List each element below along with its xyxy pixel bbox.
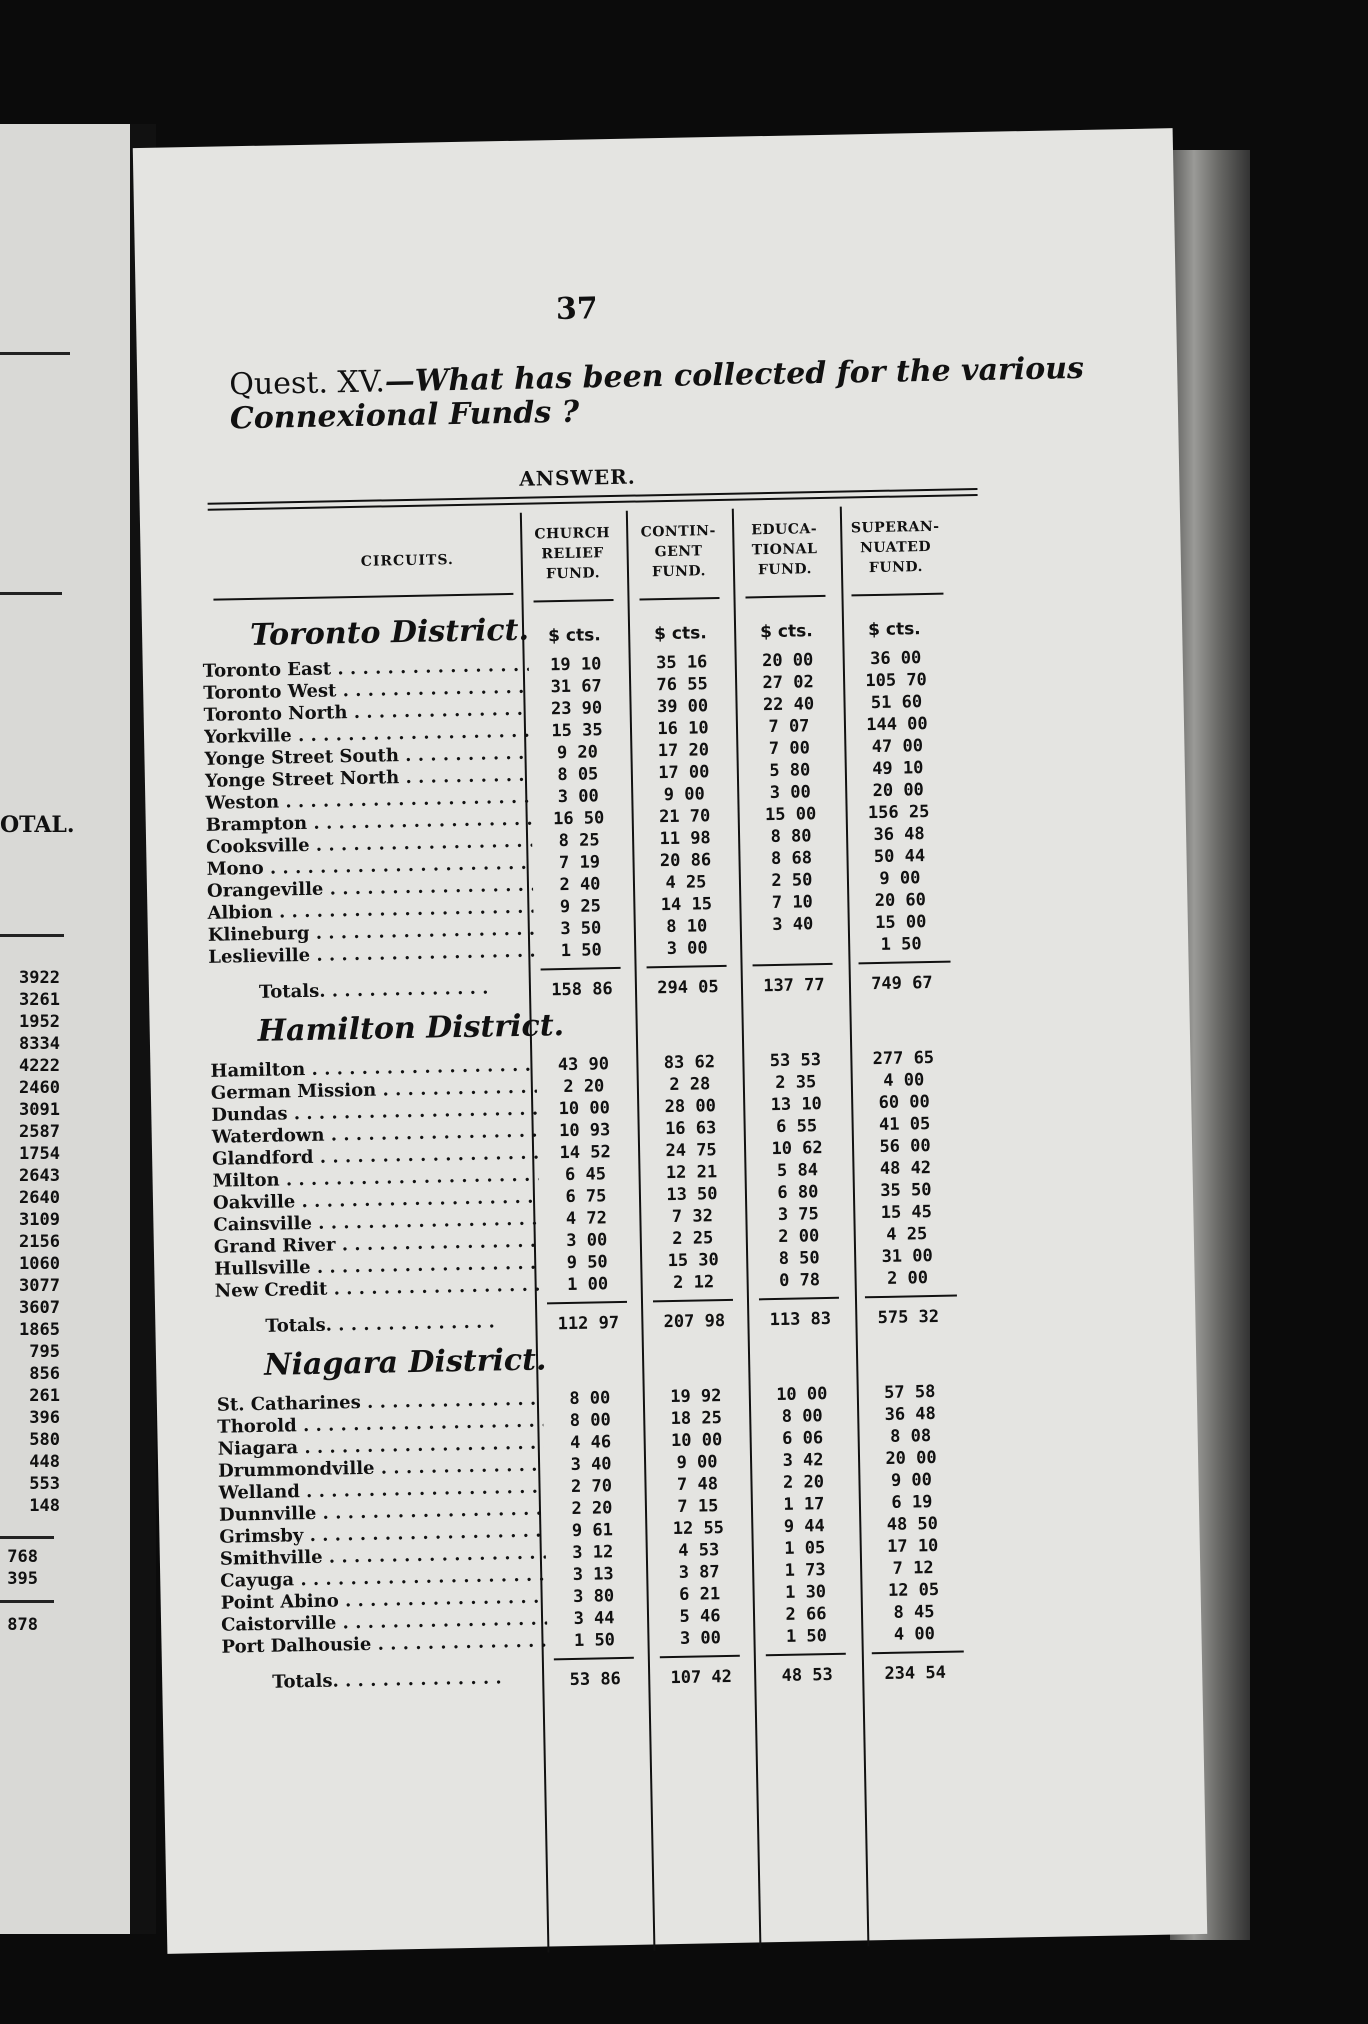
church-relief-value: 1 50 — [560, 940, 602, 962]
contingent-value: 2 12 — [672, 1272, 715, 1293]
total-value: 856 — [29, 1364, 60, 1384]
superannuated-value: 35 50 — [880, 1180, 932, 1201]
educational-value: 20 00 — [761, 650, 814, 672]
superannuated-value: 12 05 — [887, 1579, 940, 1601]
circuit-name: Toronto North . . . — [203, 699, 529, 727]
header-rule — [639, 597, 719, 601]
totals-rule — [554, 1657, 634, 1661]
superannuated-value: 36 00 — [869, 648, 922, 670]
header-rule — [213, 593, 513, 601]
educational-value: 3 00 — [769, 782, 811, 804]
church-relief-value: 19 10 — [549, 654, 602, 676]
educational-value: 2 35 — [775, 1072, 817, 1093]
contingent-value: 3 00 — [679, 1628, 722, 1649]
contingent-header: CONTIN- GENT FUND. — [640, 523, 716, 581]
total-value: 1952 — [19, 1012, 60, 1032]
circuit-name: Waterdown . . . — [212, 1121, 538, 1149]
total-value: 878 — [7, 1615, 38, 1635]
circuit-name: Hamilton . . . — [210, 1055, 536, 1083]
units-label: $ cts. — [867, 619, 921, 641]
contingent-value: 11 98 — [659, 828, 711, 850]
educational-value: 1 50 — [785, 1626, 828, 1647]
totals-rule — [865, 1295, 957, 1299]
totals-value: 107 42 — [670, 1666, 733, 1689]
circuit-name: German Mission . . . — [211, 1077, 537, 1105]
circuit-name: Cainsville . . . — [213, 1209, 539, 1237]
contingent-value: 14 15 — [660, 894, 713, 916]
superannuated-value: 48 50 — [886, 1513, 939, 1535]
units-label: $ cts. — [759, 621, 813, 643]
educational-value: 7 00 — [768, 738, 811, 760]
contingent-value: 83 62 — [663, 1052, 716, 1074]
header-rule — [745, 595, 825, 599]
educational-value: 6 06 — [781, 1428, 824, 1449]
church-relief-header: CHURCH RELIEF FUND. — [534, 525, 611, 583]
church-relief-value: 6 45 — [564, 1164, 607, 1186]
circuit-name: Dunnville . . . — [219, 1498, 545, 1526]
total-value: 3922 — [19, 968, 60, 988]
church-relief-value: 31 67 — [550, 676, 602, 698]
totals-value: 112 97 — [557, 1313, 620, 1335]
units-label: $ cts. — [548, 625, 601, 647]
circuit-name: Hullsville . . . — [214, 1253, 540, 1281]
educational-value: 1 73 — [784, 1560, 826, 1581]
header-rule — [534, 599, 614, 603]
superannuated-value: 15 00 — [874, 912, 927, 934]
total-value: 8334 — [19, 1034, 60, 1054]
educational-value: 10 62 — [771, 1138, 823, 1160]
totals-rule — [647, 965, 727, 969]
contingent-value: 9 00 — [676, 1452, 718, 1473]
educational-value: 8 80 — [770, 826, 812, 848]
totals-label: Totals. . . . . . . . . . . . . . — [258, 977, 489, 1003]
church-relief-value: 9 25 — [559, 896, 602, 918]
contingent-value: 7 48 — [676, 1474, 719, 1495]
church-relief-value: 10 93 — [558, 1120, 611, 1142]
superannuated-value: 277 65 — [872, 1047, 935, 1070]
educational-value: 8 00 — [781, 1406, 823, 1427]
educational-value: 2 20 — [782, 1472, 825, 1493]
superannuated-value: 20 00 — [885, 1447, 937, 1469]
circuit-name: Yorkville . . . — [204, 721, 530, 749]
church-relief-value: 3 00 — [557, 786, 599, 808]
totals-value: 53 86 — [569, 1669, 622, 1691]
church-relief-value: 3 80 — [572, 1586, 615, 1607]
circuit-name: Milton . . . — [212, 1165, 538, 1193]
total-value: 3261 — [19, 990, 60, 1010]
superannuated-value: 156 25 — [867, 801, 930, 824]
educational-value: 1 05 — [784, 1538, 826, 1559]
question — [229, 352, 1090, 436]
contingent-value: 8 10 — [666, 916, 708, 938]
superannuated-value: 105 70 — [865, 670, 928, 692]
church-relief-value: 8 00 — [569, 1388, 611, 1409]
superannuated-value: 8 08 — [889, 1426, 932, 1447]
superannuated-value: 47 00 — [871, 736, 924, 758]
superannuated-value: 8 45 — [893, 1602, 935, 1623]
superannuated-value: 4 00 — [893, 1624, 936, 1645]
church-relief-value: 23 90 — [550, 698, 603, 720]
educational-value: 5 84 — [776, 1160, 819, 1181]
rule — [0, 592, 62, 595]
book-page — [133, 128, 1207, 1954]
educational-value: 6 55 — [775, 1116, 818, 1137]
superannuated-value: 7 12 — [892, 1558, 934, 1579]
contingent-value: 39 00 — [656, 696, 709, 718]
superannuated-value: 36 48 — [884, 1403, 936, 1425]
totals-label: Totals. . . . . . . . . . . . . . — [265, 1311, 496, 1337]
contingent-value: 12 21 — [665, 1162, 718, 1184]
total-value: 2460 — [19, 1078, 60, 1098]
educational-value: 1 30 — [784, 1582, 827, 1603]
contingent-value: 2 28 — [669, 1074, 711, 1096]
total-value: 448 — [29, 1452, 60, 1472]
totals-rule — [753, 963, 833, 967]
educational-value: 53 53 — [769, 1050, 822, 1072]
church-relief-value: 3 50 — [560, 918, 602, 940]
contingent-value: 19 92 — [670, 1386, 722, 1408]
total-value: 3607 — [19, 1298, 60, 1318]
contingent-value: 13 50 — [666, 1184, 718, 1206]
circuit-name: Port Dalhousie . . . — [221, 1630, 547, 1658]
contingent-value: 15 30 — [667, 1250, 720, 1272]
circuit-name: Leslieville . . . — [208, 941, 534, 969]
church-relief-value: 2 20 — [563, 1076, 605, 1098]
rule — [0, 1600, 54, 1603]
educational-value: 22 40 — [762, 694, 815, 716]
circuit-name: Weston . . . — [205, 787, 531, 815]
total-value: 3077 — [19, 1276, 60, 1296]
superannuated-header: SUPERAN- NUATED FUND. — [850, 518, 940, 577]
superannuated-value: 51 60 — [870, 692, 923, 714]
superannuated-value: 36 48 — [873, 824, 925, 846]
church-relief-value: 3 40 — [570, 1454, 612, 1475]
superannuated-value: 144 00 — [866, 713, 928, 736]
church-relief-value: 10 00 — [558, 1098, 611, 1120]
superannuated-value: 15 45 — [880, 1202, 933, 1223]
circuit-name: Yonge Street North . . . — [205, 765, 531, 793]
contingent-value: 21 70 — [658, 806, 711, 828]
contingent-value: 17 00 — [658, 762, 710, 784]
contingent-value: 28 00 — [664, 1096, 717, 1118]
educational-value: 5 80 — [769, 760, 811, 782]
contingent-value: 20 86 — [659, 850, 712, 872]
contingent-value: 7 32 — [671, 1206, 714, 1227]
totals-rule — [766, 1653, 846, 1657]
circuit-name: Oakville . . . — [213, 1187, 539, 1215]
total-value: 4222 — [19, 1056, 60, 1076]
totals-value: 294 05 — [657, 977, 719, 999]
circuits-header: CIRCUITS. — [360, 552, 455, 570]
educational-value: 15 00 — [764, 804, 817, 826]
educational-header: EDUCA- TIONAL FUND. — [751, 521, 818, 579]
totals-rule — [541, 967, 621, 971]
total-value: 396 — [29, 1408, 60, 1428]
totals-value: 158 86 — [551, 979, 613, 1001]
contingent-value: 16 63 — [664, 1118, 717, 1140]
church-relief-value: 6 75 — [565, 1186, 607, 1208]
church-relief-value: 1 00 — [566, 1274, 609, 1296]
superannuated-value: 4 25 — [886, 1224, 928, 1245]
educational-value: 27 02 — [762, 672, 814, 694]
superannuated-value: 1 50 — [880, 934, 922, 955]
circuit-name: Brampton . . . — [206, 809, 532, 837]
totals-rule — [872, 1650, 964, 1654]
superannuated-value: 60 00 — [878, 1092, 931, 1114]
contingent-value: 5 46 — [679, 1606, 721, 1627]
circuit-name: Albion . . . — [207, 897, 533, 925]
circuit-name: Drummondville . . . — [218, 1454, 544, 1482]
church-relief-value: 43 90 — [557, 1054, 610, 1076]
contingent-value: 16 10 — [657, 718, 709, 740]
total-value: 580 — [29, 1430, 60, 1450]
totals-rule — [660, 1655, 740, 1659]
educational-value: 8 68 — [770, 848, 813, 870]
circuit-name: St. Catharines . . . — [217, 1389, 543, 1417]
church-relief-value: 3 00 — [566, 1230, 608, 1252]
totals-rule — [653, 1299, 733, 1303]
circuit-name: Thorold . . . — [217, 1411, 543, 1439]
page-number: 37 — [555, 291, 599, 328]
contingent-value: 4 53 — [678, 1540, 720, 1561]
rule — [0, 352, 70, 355]
circuit-name: Toronto West . . . — [203, 677, 529, 705]
educational-value: 7 07 — [768, 716, 810, 738]
total-value: 553 — [29, 1474, 60, 1494]
circuit-name: Grand River . . . — [214, 1231, 540, 1259]
circuit-name: Cayuga . . . — [220, 1564, 546, 1592]
circuit-name: Caistorville . . . — [221, 1608, 547, 1636]
educational-value: 7 10 — [771, 892, 814, 914]
contingent-value: 9 00 — [663, 784, 705, 806]
superannuated-value: 17 10 — [886, 1535, 939, 1557]
total-value: 148 — [29, 1496, 60, 1516]
total-column — [0, 967, 60, 1517]
circuit-name: Grimsby . . . — [219, 1520, 545, 1548]
circuit-name: Orangeville . . . — [207, 875, 533, 903]
contingent-value: 35 16 — [655, 652, 708, 674]
total-column-b — [0, 1546, 38, 1590]
circuit-name: Dundas . . . — [211, 1099, 537, 1127]
totals-value: 749 67 — [871, 972, 933, 995]
church-relief-value: 8 25 — [558, 830, 600, 852]
superannuated-value: 9 00 — [890, 1470, 933, 1491]
contingent-value: 3 00 — [666, 938, 708, 960]
contingent-value: 76 55 — [656, 674, 708, 696]
total-value: 1754 — [19, 1144, 60, 1164]
circuit-name: Klineburg . . . — [208, 919, 534, 947]
church-relief-value: 2 40 — [559, 874, 601, 896]
total-value: 395 — [7, 1569, 38, 1589]
circuit-name: New Credit . . . — [215, 1275, 541, 1303]
church-relief-value: 3 12 — [572, 1542, 614, 1563]
church-relief-value: 1 50 — [573, 1630, 616, 1651]
total-value: 3091 — [19, 1100, 60, 1120]
totals-value: 113 83 — [769, 1308, 832, 1331]
circuit-name: Smithville . . . — [220, 1542, 546, 1570]
church-relief-value: 3 13 — [572, 1564, 614, 1585]
contingent-value: 3 87 — [678, 1562, 720, 1583]
educational-value: 6 80 — [777, 1182, 819, 1203]
totals-label: Totals. . . . . . . . . . . . . . — [272, 1667, 502, 1693]
church-relief-value: 7 19 — [558, 852, 601, 874]
district-heading: Niagara District. — [263, 1342, 547, 1383]
rule — [0, 934, 64, 937]
superannuated-value: 6 19 — [891, 1492, 933, 1513]
superannuated-value: 20 00 — [872, 780, 925, 802]
total-value: 1865 — [19, 1320, 60, 1340]
superannuated-value: 31 00 — [881, 1245, 933, 1267]
total-value: 2640 — [19, 1188, 60, 1208]
superannuated-value: 4 00 — [883, 1070, 925, 1091]
totals-rule — [759, 1297, 839, 1301]
total-value: 261 — [29, 1386, 60, 1406]
superannuated-value: 20 60 — [874, 890, 927, 912]
total-value: 768 — [7, 1547, 38, 1567]
educational-value: 2 66 — [785, 1604, 827, 1625]
total-value: 2587 — [19, 1122, 60, 1142]
total-value: 2643 — [19, 1166, 60, 1186]
circuit-name: Point Abino . . . — [221, 1586, 547, 1614]
district-heading: Toronto District. — [249, 612, 530, 653]
contingent-value: 24 75 — [665, 1140, 717, 1162]
church-relief-value: 4 46 — [570, 1432, 612, 1453]
contingent-value: 4 25 — [665, 872, 707, 894]
district-heading: Hamilton District. — [257, 1008, 565, 1049]
contingent-value: 12 55 — [672, 1518, 725, 1540]
totals-rule — [859, 961, 951, 965]
church-relief-value: 9 61 — [571, 1520, 614, 1541]
totals-value: 48 53 — [781, 1664, 833, 1686]
circuit-name: Yonge Street South . . . — [204, 743, 530, 771]
totals-value: 575 32 — [877, 1306, 940, 1329]
church-relief-value: 3 44 — [573, 1608, 615, 1629]
educational-value: 9 44 — [783, 1516, 826, 1537]
circuit-name: Mono . . . — [206, 853, 532, 881]
question-text: —What has been collected for the various Connexional Funds ? — [229, 350, 1085, 437]
church-relief-value: 8 00 — [569, 1410, 611, 1431]
header-rule — [851, 593, 943, 597]
educational-value: 2 00 — [778, 1226, 820, 1247]
total-value: 795 — [29, 1342, 60, 1362]
total-header: OTAL. — [0, 812, 75, 838]
superannuated-value: 2 00 — [886, 1268, 929, 1289]
superannuated-value: 57 58 — [884, 1381, 936, 1403]
educational-value: 3 42 — [782, 1450, 824, 1471]
previous-page-edge — [0, 124, 130, 1934]
totals-value: 207 98 — [663, 1310, 726, 1333]
educational-value: 3 75 — [777, 1204, 820, 1225]
church-relief-value: 15 35 — [551, 720, 603, 742]
educational-value: 3 40 — [772, 914, 814, 936]
circuit-name: Toronto East . . . — [203, 655, 529, 683]
church-relief-value: 16 50 — [552, 808, 605, 830]
circuit-name: Welland . . . — [218, 1476, 544, 1504]
educational-value: 8 50 — [778, 1248, 820, 1269]
educational-value: 2 50 — [771, 870, 813, 892]
church-relief-value: 4 72 — [565, 1208, 608, 1230]
total-value: 2156 — [19, 1232, 60, 1252]
contingent-value: 10 00 — [670, 1430, 723, 1452]
church-relief-value: 8 05 — [557, 764, 599, 786]
contingent-value: 7 15 — [677, 1496, 719, 1517]
circuit-name: Cooksville . . . — [206, 831, 532, 859]
church-relief-value: 2 70 — [570, 1476, 613, 1497]
circuit-name: Niagara . . . — [218, 1433, 544, 1461]
units-label: $ cts. — [653, 623, 707, 645]
superannuated-value: 9 00 — [879, 868, 921, 889]
educational-value: 13 10 — [770, 1094, 823, 1116]
superannuated-value: 50 44 — [873, 846, 926, 868]
contingent-value: 6 21 — [678, 1584, 721, 1605]
totals-value: 137 77 — [763, 975, 825, 997]
contingent-value: 17 20 — [657, 740, 710, 762]
contingent-value: 2 25 — [672, 1228, 714, 1249]
total-value: 3109 — [19, 1210, 60, 1230]
totals-value: 234 54 — [884, 1662, 947, 1684]
educational-value: 1 17 — [783, 1494, 825, 1515]
superannuated-value: 56 00 — [879, 1136, 931, 1157]
rule — [0, 1536, 54, 1539]
question-label: Quest. XV. — [228, 364, 386, 403]
answer-label: ANSWER. — [518, 464, 636, 491]
contingent-value: 18 25 — [670, 1408, 723, 1430]
superannuated-value: 48 42 — [879, 1158, 932, 1179]
educational-value: 10 00 — [776, 1384, 828, 1406]
educational-value: 0 78 — [778, 1270, 821, 1291]
total-value: 1060 — [19, 1254, 60, 1274]
superannuated-value: 49 10 — [872, 758, 924, 780]
total-column-c — [0, 1614, 38, 1636]
church-relief-value: 9 20 — [556, 742, 599, 764]
church-relief-value: 9 50 — [566, 1252, 608, 1274]
circuit-name: Glandford . . . — [212, 1143, 538, 1171]
superannuated-value: 41 05 — [878, 1114, 931, 1136]
church-relief-value: 14 52 — [559, 1142, 611, 1164]
church-relief-value: 2 20 — [571, 1498, 613, 1519]
totals-rule — [547, 1301, 627, 1305]
